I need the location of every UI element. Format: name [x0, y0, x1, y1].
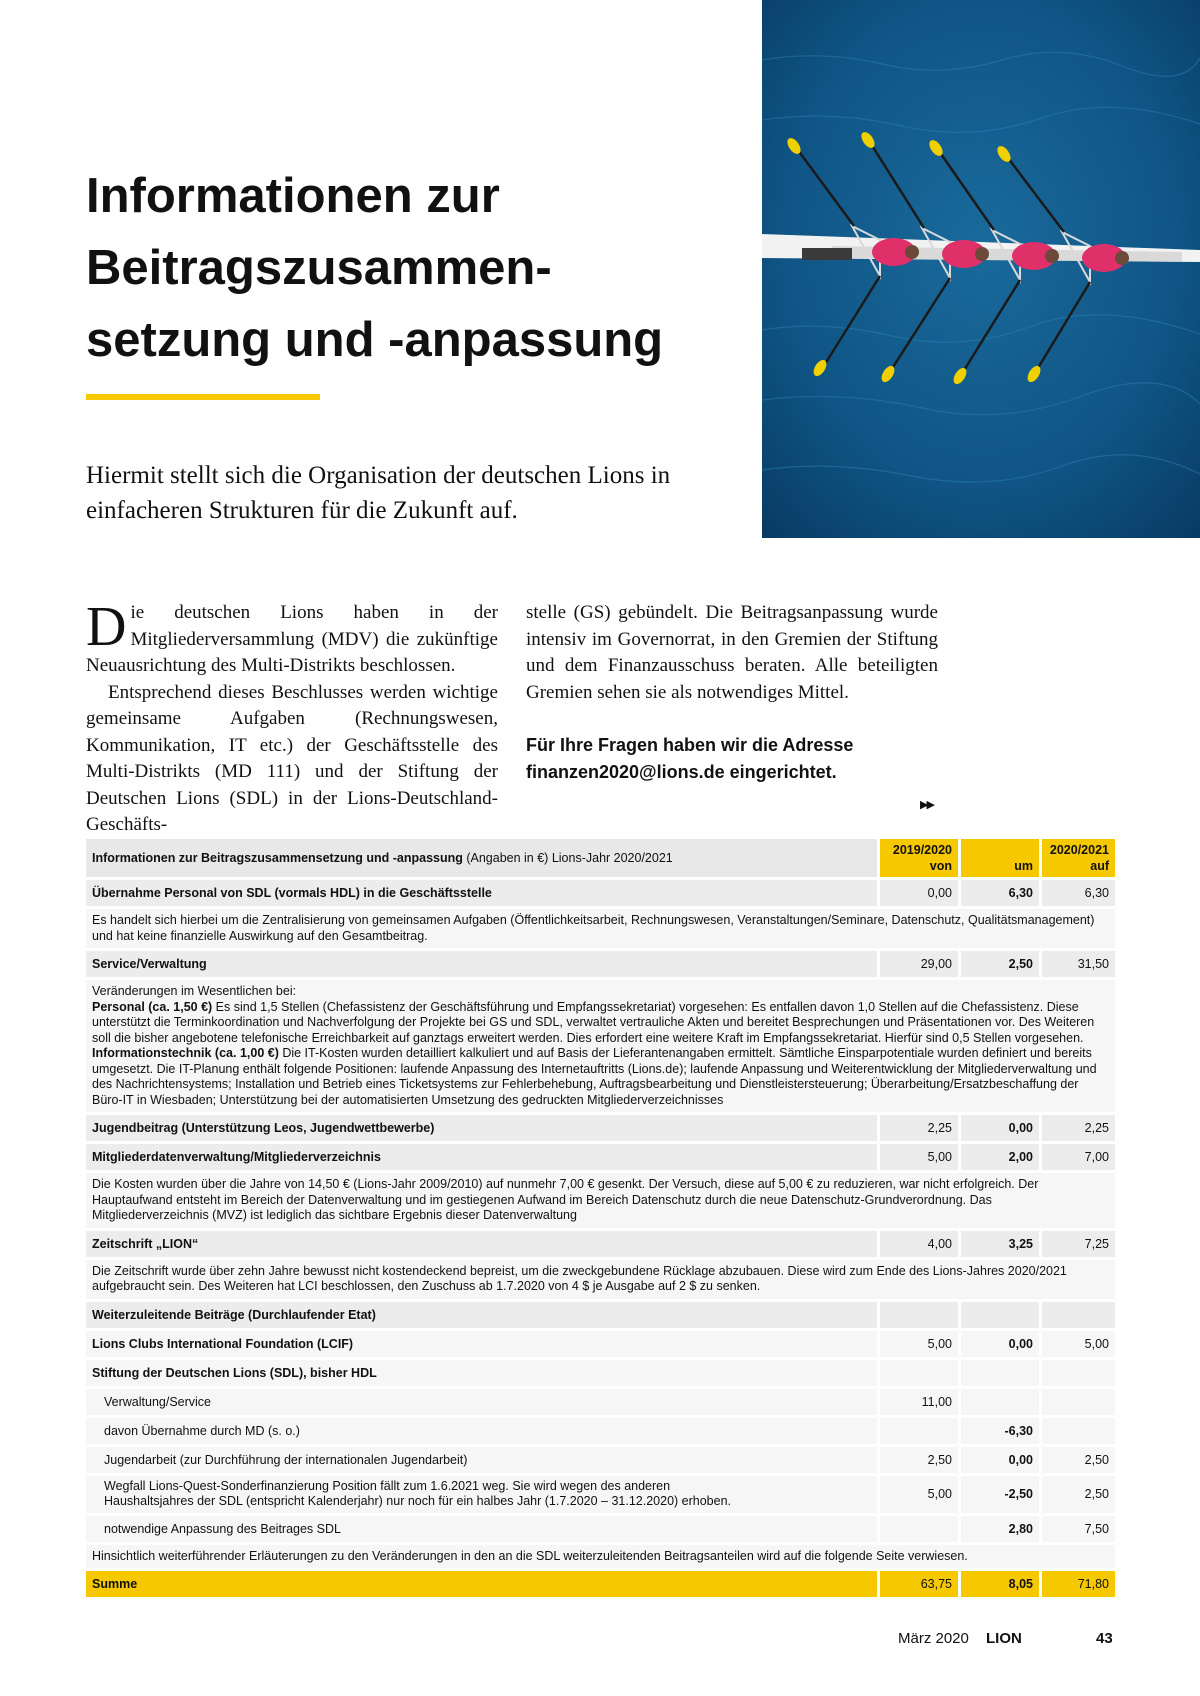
row-label: notwendige Anpassung des Beitrages SDL — [86, 1516, 877, 1542]
cell-auf — [1039, 1360, 1115, 1386]
cell-um — [958, 1389, 1039, 1415]
cell-auf: 2,50 — [1039, 1447, 1115, 1473]
table-note-row — [86, 1545, 1115, 1569]
continue-marker-icon: ▶▶ — [920, 799, 933, 811]
table-row — [86, 1360, 1115, 1386]
cell-um — [958, 1302, 1039, 1328]
cell-um — [958, 1360, 1039, 1386]
note-text: Die IT-Kosten wurden detailliert kalkuliert und auf Basis der Lieferantenangaben ermittelt. Sämtliche Einsparpotentiale wurden definiert und bereits umgesetzt. Die IT-Planung enthält folgende Positionen: laufende Anpassung des Internetauftritts (Lions.de); laufende Anpassung und Weiterentwicklung der Mitgliederverwaltung und des Nachrichtensystems; Installation und Betrieb eines Ticketsystems zur Fehlerbehebung, Auftragsbearbeitung und Dienstleistersteuerung; Überarbeitung/Ersatzbeschaffung der Büro-IT in Wiesbaden; Unterstützung bei der automatisierten Umsetzung des gedruckten Mitgliederverzeichnisses — [92, 1046, 1097, 1107]
cell-auf: 2,50 — [1039, 1476, 1115, 1513]
row-label: Lions Clubs International Foundation (LCIF) — [86, 1331, 877, 1357]
table-row — [86, 951, 1115, 977]
note-heading: Informationstechnik (ca. 1,00 €) — [92, 1046, 279, 1060]
row-note: Es handelt sich hierbei um die Zentralisierung von gemeinsamen Aufgaben (Öffentlichkeitsarbeit, Rechnungswesen, Veranstaltungen/Seminare, Datenschutz, Qualitätsmanagement) und hat keine finanzielle Auswirkung auf den Gesamtbeitrag. — [86, 909, 1115, 948]
article-title: Informationen zur Beitragszusammen-setzung und -anpassung — [86, 169, 664, 367]
row-label: Mitgliederdatenverwaltung/Mitgliederverzeichnis — [86, 1144, 877, 1170]
row-label: Übernahme Personal von SDL (vormals HDL) in die Geschäftsstelle — [86, 880, 877, 906]
table-note-row — [86, 1260, 1115, 1299]
cell-von: 11,00 — [877, 1389, 958, 1415]
table-row — [86, 1115, 1115, 1141]
body-paragraph: stelle (GS) gebündelt. Die Beitragsanpassung wurde intensiv im Governorrat, in den Gremien der Stiftung und dem Finanzausschuss beraten. Alle beteiligten Gremien sehen sie als notwendiges Mittel. — [526, 602, 938, 703]
table-note-row — [86, 1173, 1115, 1228]
article-column-1 — [86, 596, 498, 839]
cell-auf: 71,80 — [1039, 1571, 1115, 1597]
table-row — [86, 1389, 1115, 1415]
cell-um: 2,80 — [958, 1516, 1039, 1542]
row-note: Die Kosten wurden über die Jahre von 14,50 € (Lions-Jahr 2009/2010) auf nunmehr 7,00 € gesenkt. Der Versuch, diese auf 5,00 € zu reduzieren, war nicht erfolgreich. Der Hauptaufwand entsteht im Bereich der Datenverwaltung und im gestiegenen Aufwand im Bereich Datenschutz durch die neue Datenschutz-Grundverordnung. Das Mitgliederverzeichnis (MVZ) ist lediglich das sichtbare Ergebnis dieser Datenverwaltung — [86, 1173, 1115, 1228]
row-label: Zeitschrift „LION“ — [86, 1231, 877, 1257]
row-label: Verwaltung/Service — [86, 1389, 877, 1415]
cell-von: 63,75 — [877, 1571, 958, 1597]
column-header-von: 2019/2020 von — [877, 839, 958, 877]
rowing-boat-aerial-photo — [762, 0, 1200, 538]
body-text: ie deutschen Lions haben in der Mitgliederversammlung (MDV) die zukünftige Neuausrichtung des Multi-Distrikts beschlossen. — [86, 602, 498, 676]
cell-von: 4,00 — [877, 1231, 958, 1257]
cell-um: 0,00 — [958, 1331, 1039, 1357]
drop-cap: D — [86, 596, 127, 658]
column-header-auf: 2020/2021 auf — [1039, 839, 1115, 877]
table-row — [86, 1476, 1115, 1513]
table-row — [86, 880, 1115, 906]
article-lede: Hiermit stellt sich die Organisation der deutschen Lions in einfacheren Strukturen für die Zukunft auf. — [86, 462, 671, 524]
note-intro: Veränderungen im Wesentlichen bei: — [92, 984, 297, 998]
cell-von — [877, 1302, 958, 1328]
cell-von — [877, 1418, 958, 1444]
table-row — [86, 1418, 1115, 1444]
cell-von: 2,25 — [877, 1115, 958, 1141]
table-row — [86, 1447, 1115, 1473]
row-label: davon Übernahme durch MD (s. o.) — [86, 1418, 877, 1444]
cell-auf: 2,25 — [1039, 1115, 1115, 1141]
table-row — [86, 1144, 1115, 1170]
table-row — [86, 1231, 1115, 1257]
row-label: Stiftung der Deutschen Lions (SDL), bisher HDL — [86, 1360, 877, 1386]
row-label: Jugendarbeit (zur Durchführung der internationalen Jugendarbeit) — [86, 1447, 877, 1473]
row-note: Die Zeitschrift wurde über zehn Jahre bewusst nicht kostendeckend bepreist, um die zweckgebundene Rücklage abzubauen. Diese wird zum Ende des Lions-Jahres 2020/2021 aufgebraucht sein. Des Weiteren hat LCI beschlossen, den Zuschuss ab 1.7.2020 von 4 $ je Ausgabe auf 2 $ zu senken. — [86, 1260, 1115, 1299]
table-row — [86, 1302, 1115, 1328]
cell-um: 0,00 — [958, 1447, 1039, 1473]
row-note — [86, 980, 1115, 1112]
cell-um: -2,50 — [958, 1476, 1039, 1513]
cell-auf — [1039, 1389, 1115, 1415]
cell-um: 2,00 — [958, 1144, 1039, 1170]
cell-um: 2,50 — [958, 951, 1039, 977]
cell-von: 5,00 — [877, 1331, 958, 1357]
table-header-row — [86, 839, 1115, 877]
row-label: Service/Verwaltung — [86, 951, 877, 977]
note-text: Es sind 1,5 Stellen (Chefassistenz der Geschäftsführung und Empfangssekretariat) vorgesehen: Es entfallen davon 1,0 Stellen auf die Chefassistenz. Diese unterstützt die Terminkoordination und Nachverfolgung der Projekte bei GS und SDL, verwaltet vertrauliche Akten und bereitet Besprechungen und Präsentationen vor. Des Weiteren soll die bisher angebotene telefonische Erreichbarkeit auf ganztags erweitert werden. Dies erfordert eine weitere Kraft im Empfangssekretariat. Hierfür sind 0,5 Stellen vorgesehen. — [92, 999, 1095, 1045]
cell-auf: 7,50 — [1039, 1516, 1115, 1542]
cell-auf: 7,25 — [1039, 1231, 1115, 1257]
cell-von — [877, 1360, 958, 1386]
page-number: 43 — [1096, 1630, 1113, 1647]
cell-auf: 31,50 — [1039, 951, 1115, 977]
table-total-row — [86, 1571, 1115, 1597]
cell-um: 6,30 — [958, 880, 1039, 906]
cell-um: 3,25 — [958, 1231, 1039, 1257]
row-label: Summe — [86, 1571, 877, 1597]
row-label: Weiterzuleitende Beiträge (Durchlaufender Etat) — [86, 1302, 877, 1328]
cell-auf: 6,30 — [1039, 880, 1115, 906]
cell-auf: 7,00 — [1039, 1144, 1115, 1170]
cell-auf — [1039, 1302, 1115, 1328]
cell-von: 5,00 — [877, 1144, 958, 1170]
title-accent-rule — [86, 394, 320, 400]
cell-von: 29,00 — [877, 951, 958, 977]
cell-von: 2,50 — [877, 1447, 958, 1473]
note-heading: Personal (ca. 1,50 €) — [92, 999, 213, 1014]
table-row — [86, 1331, 1115, 1357]
header-photo-rowing-boat — [762, 0, 1200, 538]
cell-um: 0,00 — [958, 1115, 1039, 1141]
table-row — [86, 1516, 1115, 1542]
table-note-row — [86, 980, 1115, 1112]
cell-auf: 5,00 — [1039, 1331, 1115, 1357]
row-label: Jugendbeitrag (Unterstützung Leos, Jugendwettbewerbe) — [86, 1115, 877, 1141]
cell-von — [877, 1516, 958, 1542]
row-note: Hinsichtlich weiterführender Erläuterungen zu den Veränderungen in den an die SDL weiterzuleitenden Beitragsanteilen wird auf die folgende Seite verwiesen. — [86, 1545, 1115, 1569]
footer-magazine-name: LION — [986, 1630, 1022, 1647]
cell-um: -6,30 — [958, 1418, 1039, 1444]
cell-um: 8,05 — [958, 1571, 1039, 1597]
footer-issue-date: März 2020 — [898, 1630, 969, 1647]
table-header-title: Informationen zur Beitragszusammensetzung und -anpassung (Angaben in €) Lions-Jahr 2020/2021 — [86, 839, 877, 877]
body-paragraph — [86, 596, 498, 680]
fee-breakdown-table — [86, 836, 1115, 1600]
row-label: Wegfall Lions-Quest-Sonderfinanzierung Position fällt zum 1.6.2021 weg. Sie wird wegen des anderen Haushaltsjahres der SDL (entspricht Kalenderjahr) nur noch für ein halbes Jahr (1.7.2020 – 31.12.2020) erhoben. — [86, 1476, 877, 1513]
column-header-um: um — [958, 839, 1039, 877]
body-paragraph: Entsprechend dieses Beschlusses werden wichtige gemeinsame Aufgaben (Rechnungswesen, Kommunikation, IT etc.) der Geschäftsstelle des Multi-Distrikts (MD 111) und der Stiftung der Deutschen Lions (SDL) in der Lions-Deutschland-Geschäfts- — [86, 681, 498, 835]
cell-auf — [1039, 1418, 1115, 1444]
cell-von: 5,00 — [877, 1476, 958, 1513]
table-note-row — [86, 909, 1115, 948]
cell-von: 0,00 — [877, 880, 958, 906]
contact-note: Für Ihre Fragen haben wir die Adresse finanzen2020@lions.de eingerichtet. — [526, 735, 854, 782]
article-column-2 — [526, 600, 938, 786]
